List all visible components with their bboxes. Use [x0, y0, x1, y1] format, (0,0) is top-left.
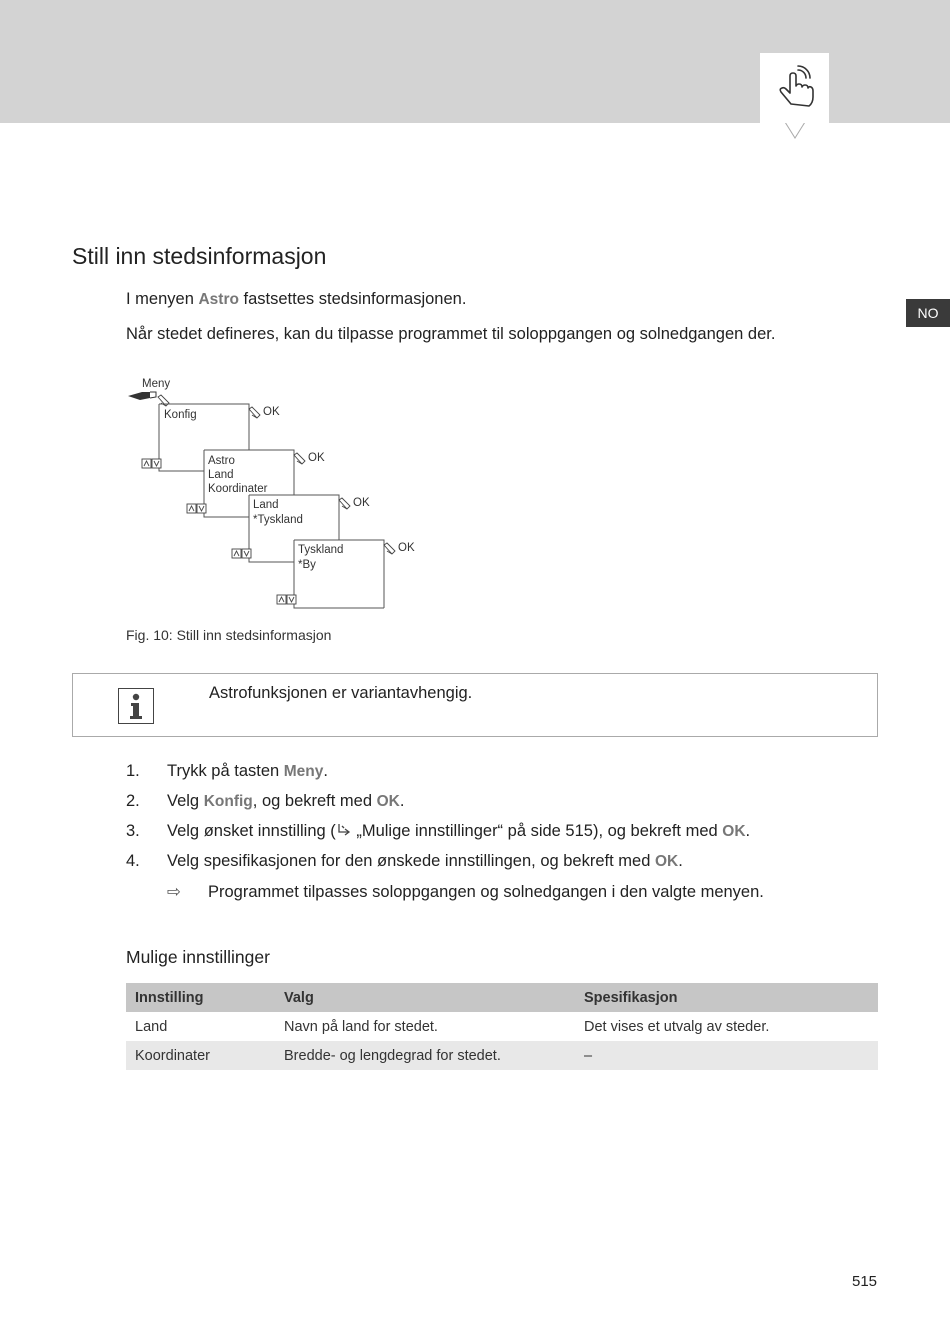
figure-caption: Fig. 10: Still inn stedsinformasjon: [126, 627, 332, 643]
menu-navigation-diagram: [120, 372, 440, 617]
menu-box-land: Land: [208, 469, 234, 481]
column-header: Valg: [275, 983, 575, 1012]
ok-arrow-icon: [384, 543, 395, 554]
intro-text: I menyen: [126, 290, 199, 308]
info-icon: [118, 688, 154, 724]
ok-label: OK: [308, 452, 325, 464]
callout-tail: [785, 122, 805, 140]
step-number: 1.: [126, 762, 140, 780]
ok-keyword: OK: [654, 853, 679, 870]
note-text: Astrofunksjonen er variantavhengig.: [209, 684, 473, 702]
up-down-keys-icon: [277, 595, 296, 604]
step-number: 2.: [126, 792, 140, 810]
result-text: Programmet tilpasses soloppgangen og solnedgangen i den valgte menyen.: [208, 883, 764, 901]
intro-line-1: [126, 290, 466, 309]
table-cell: Bredde- og lengdegrad for stedet.: [275, 1041, 575, 1070]
settings-table: [126, 983, 878, 1070]
menu-box-land-select: Land: [253, 499, 279, 511]
page-number: 515: [852, 1273, 878, 1290]
step-number: 4.: [126, 852, 140, 870]
step-text: .: [745, 822, 751, 840]
konfig-keyword: Konfig: [203, 793, 253, 810]
meny-keyword: Meny: [283, 763, 324, 780]
table-cell: Koordinater: [126, 1041, 275, 1070]
table-cell: Det vises et utvalg av steder.: [584, 1018, 770, 1035]
column-header: Spesifikasjon: [575, 983, 878, 1012]
ok-arrow-icon: [294, 453, 305, 464]
touch-icon-box: [760, 53, 829, 123]
step-3: [126, 822, 750, 841]
ok-label: OK: [353, 497, 370, 509]
step-text: , og bekreft med: [252, 792, 377, 810]
language-tab: [906, 299, 950, 327]
menu-box-astro: Astro: [208, 455, 235, 467]
ok-label: OK: [398, 542, 415, 554]
menu-box-city: *By: [298, 559, 316, 571]
step-number: 3.: [126, 822, 140, 840]
ok-label: OK: [263, 406, 280, 418]
astro-keyword: Astro: [198, 291, 239, 308]
table-cell: –: [575, 1041, 878, 1070]
ok-arrow-icon: [249, 407, 260, 418]
pointing-hand-icon: [128, 392, 156, 400]
table-row: [126, 1041, 878, 1070]
hand-touch-icon: [775, 64, 815, 112]
ok-arrow-icon: [339, 498, 350, 509]
info-note: [72, 673, 878, 737]
link-arrow-icon: [336, 823, 352, 838]
menu-box-koordinater: Koordinater: [208, 483, 268, 495]
up-down-keys-icon: [187, 504, 206, 513]
step-result: [167, 882, 764, 902]
step-text: Velg: [167, 792, 204, 810]
step-text: .: [399, 792, 405, 810]
step-text: .: [678, 852, 683, 870]
cross-reference-link[interactable]: „Mulige innstillinger“ på side 515), og bekreft med: [351, 822, 723, 840]
up-down-keys-icon: [142, 459, 161, 468]
ok-keyword: OK: [376, 793, 400, 810]
menu-label: Meny: [142, 378, 171, 390]
settings-heading: Mulige innstillinger: [126, 947, 270, 967]
step-text: .: [323, 762, 328, 780]
table-cell: Land: [135, 1018, 168, 1035]
up-down-keys-icon: [232, 549, 251, 558]
intro-line-2: Når stedet defineres, kan du tilpasse programmet til soloppgangen og solnedgangen der.: [126, 325, 776, 343]
step-text: Velg spesifikasjonen for den ønskede innstillingen, og bekreft med: [167, 852, 655, 870]
menu-box-tyskland: *Tyskland: [253, 514, 303, 526]
table-cell: Navn på land for stedet.: [284, 1018, 438, 1035]
step-4: [126, 852, 683, 871]
column-header: Innstilling: [126, 983, 275, 1012]
intro-text-suffix: fastsettes stedsinformasjonen.: [238, 290, 467, 308]
language-tab-label: NO: [917, 305, 939, 321]
menu-box-konfig: Konfig: [164, 409, 197, 421]
step-text: Trykk på tasten: [167, 762, 284, 780]
result-arrow-icon: ⇨: [167, 883, 181, 901]
ok-keyword: OK: [722, 823, 746, 840]
step-1: [126, 762, 328, 781]
step-2: [126, 792, 404, 811]
table-header-row: [126, 983, 878, 1012]
section-title: Still inn stedsinformasjon: [72, 243, 327, 269]
step-text: Velg ønsket innstilling (: [167, 822, 336, 840]
table-row: [126, 1012, 878, 1041]
menu-box-country: Tyskland: [298, 544, 344, 556]
